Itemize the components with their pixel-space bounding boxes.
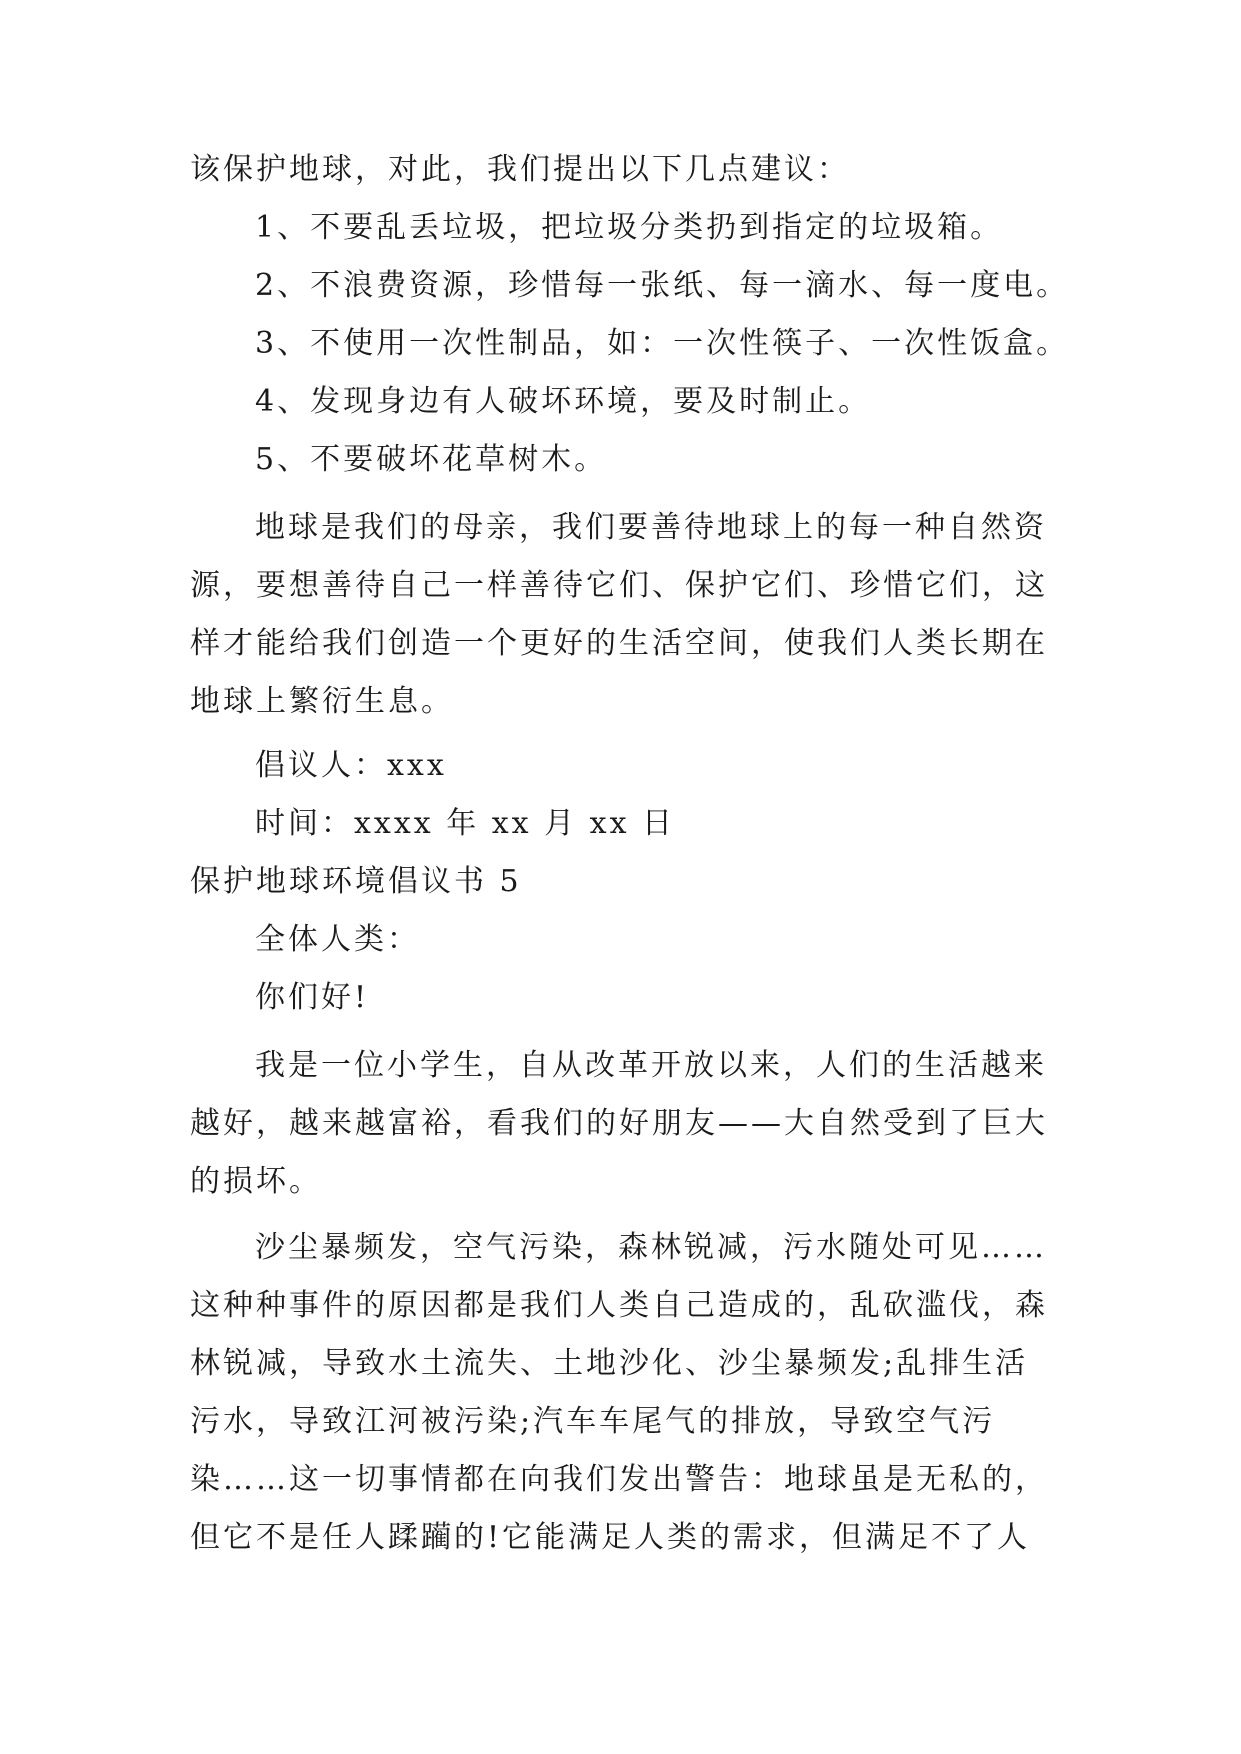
greeting: 你们好!: [255, 980, 370, 1015]
paragraph-line: 林锐减，导致水土流失、土地沙化、沙尘暴频发;乱排生活: [190, 1346, 1029, 1381]
paragraph-line: 污水，导致江河被污染;汽车车尾气的排放，导致空气污: [190, 1404, 996, 1439]
text-line: 该保护地球，对此，我们提出以下几点建议：: [190, 152, 850, 187]
suggestion-item-1: 1、不要乱丢垃圾，把垃圾分类扔到指定的垃圾箱。: [255, 210, 1004, 245]
suggestion-item-2: 2、不浪费资源，珍惜每一张纸、每一滴水、每一度电。: [255, 268, 1070, 303]
suggestion-item-4: 4、发现身边有人破坏环境，要及时制止。: [255, 384, 872, 419]
paragraph-line: 我是一位小学生，自从改革开放以来，人们的生活越来: [255, 1048, 1047, 1083]
salutation: 全体人类：: [255, 922, 420, 957]
suggestion-item-3: 3、不使用一次性制品，如：一次性筷子、一次性饭盒。: [255, 326, 1070, 361]
paragraph-line: 地球是我们的母亲，我们要善待地球上的每一种自然资: [255, 510, 1047, 545]
paragraph-line: 地球上繁衍生息。: [190, 684, 454, 719]
paragraph-line: 源，要想善待自己一样善待它们、保护它们、珍惜它们，这: [190, 568, 1048, 603]
paragraph-line: 样才能给我们创造一个更好的生活空间，使我们人类长期在: [190, 626, 1048, 661]
initiator-line: 倡议人：xxx: [255, 748, 447, 783]
section-title: 保护地球环境倡议书 5: [190, 864, 522, 899]
suggestion-item-5: 5、不要破坏花草树木。: [255, 442, 608, 477]
date-line: 时间：xxxx 年 xx 月 xx 日: [255, 806, 676, 841]
paragraph-line: 但它不是任人蹂躏的!它能满足人类的需求，但满足不了人: [190, 1520, 1031, 1555]
paragraph-line: 这种种事件的原因都是我们人类自己造成的，乱砍滥伐，森: [190, 1288, 1048, 1323]
paragraph-line: 越好，越来越富裕，看我们的好朋友——大自然受到了巨大: [190, 1106, 1048, 1141]
paragraph-line: 染……这一切事情都在向我们发出警告：地球虽是无私的，: [190, 1462, 1048, 1497]
paragraph-line: 沙尘暴频发，空气污染，森林锐减，污水随处可见……: [255, 1230, 1047, 1265]
paragraph-line: 的损坏。: [190, 1164, 322, 1199]
